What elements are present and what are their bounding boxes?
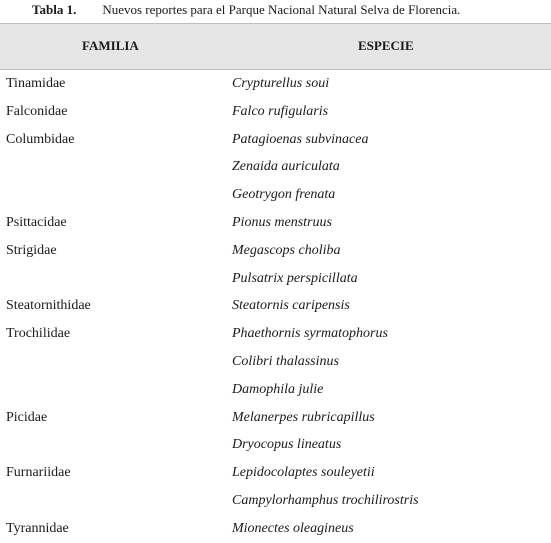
especie-cell: Megascops choliba <box>232 242 341 258</box>
familia-cell: Furnariidae <box>6 465 71 481</box>
especie-cell: Phaethornis syrmatophorus <box>232 326 388 342</box>
especie-cell: Geotrygon frenata <box>232 187 336 203</box>
table-row <box>0 209 551 237</box>
familia-cell: Steatornithidae <box>6 298 91 314</box>
table-row <box>0 404 551 432</box>
especie-cell: Colibri thalassinus <box>232 353 339 369</box>
especie-cell: Mionectes oleagineus <box>232 520 354 536</box>
familia-cell: Tinamidae <box>6 76 66 91</box>
especie-cell: Campylorhamphus trochilirostris <box>232 492 419 508</box>
familia-cell: Falconidae <box>6 103 68 119</box>
especie-cell: Patagioenas subvinacea <box>232 131 369 147</box>
table-row <box>0 487 551 515</box>
especie-cell: Dryocopus lineatus <box>232 437 342 453</box>
table-row <box>0 98 551 126</box>
familia-cell: Picidae <box>6 409 48 425</box>
table-row <box>0 515 551 543</box>
especie-cell: Steatornis caripensis <box>232 298 350 314</box>
especie-cell: Lepidocolaptes souleyetii <box>232 465 375 481</box>
column-header-especie: ESPECIE <box>358 38 414 53</box>
familia-cell: Psittacidae <box>6 214 67 230</box>
especie-cell: Melanerpes rubricapillus <box>232 409 375 425</box>
especie-cell: Damophila julie <box>232 381 324 397</box>
table-row <box>0 265 551 293</box>
familia-cell: Tyrannidae <box>6 520 69 536</box>
table-row <box>0 376 551 404</box>
table-row <box>0 153 551 181</box>
especie-cell: Pulsatrix perspicillata <box>232 270 358 286</box>
table-caption-label: Tabla 1. <box>32 2 77 17</box>
especie-cell: Pionus menstruus <box>232 214 332 230</box>
familia-cell: Trochilidae <box>6 326 71 342</box>
familia-cell: Strigidae <box>6 242 57 258</box>
table-row <box>0 431 551 459</box>
especie-cell: Falco rufigularis <box>232 103 329 119</box>
table-row <box>0 181 551 209</box>
table-row <box>0 348 551 376</box>
table-row <box>0 237 551 265</box>
table-row <box>0 459 551 487</box>
table-row <box>0 70 551 98</box>
table-caption-text: Nuevos reportes para el Parque Nacional Natural Selva de Florencia. <box>102 2 461 17</box>
table-row <box>0 320 551 348</box>
especie-cell: Zenaida auriculata <box>232 159 340 175</box>
table-row <box>0 126 551 154</box>
familia-cell: Columbidae <box>6 131 75 147</box>
column-header-familia: FAMILIA <box>82 38 139 53</box>
table-caption <box>32 2 460 18</box>
especie-cell: Crypturellus soui <box>232 76 330 91</box>
table-row <box>0 292 551 320</box>
table-header <box>0 23 551 70</box>
table-body <box>0 70 551 543</box>
